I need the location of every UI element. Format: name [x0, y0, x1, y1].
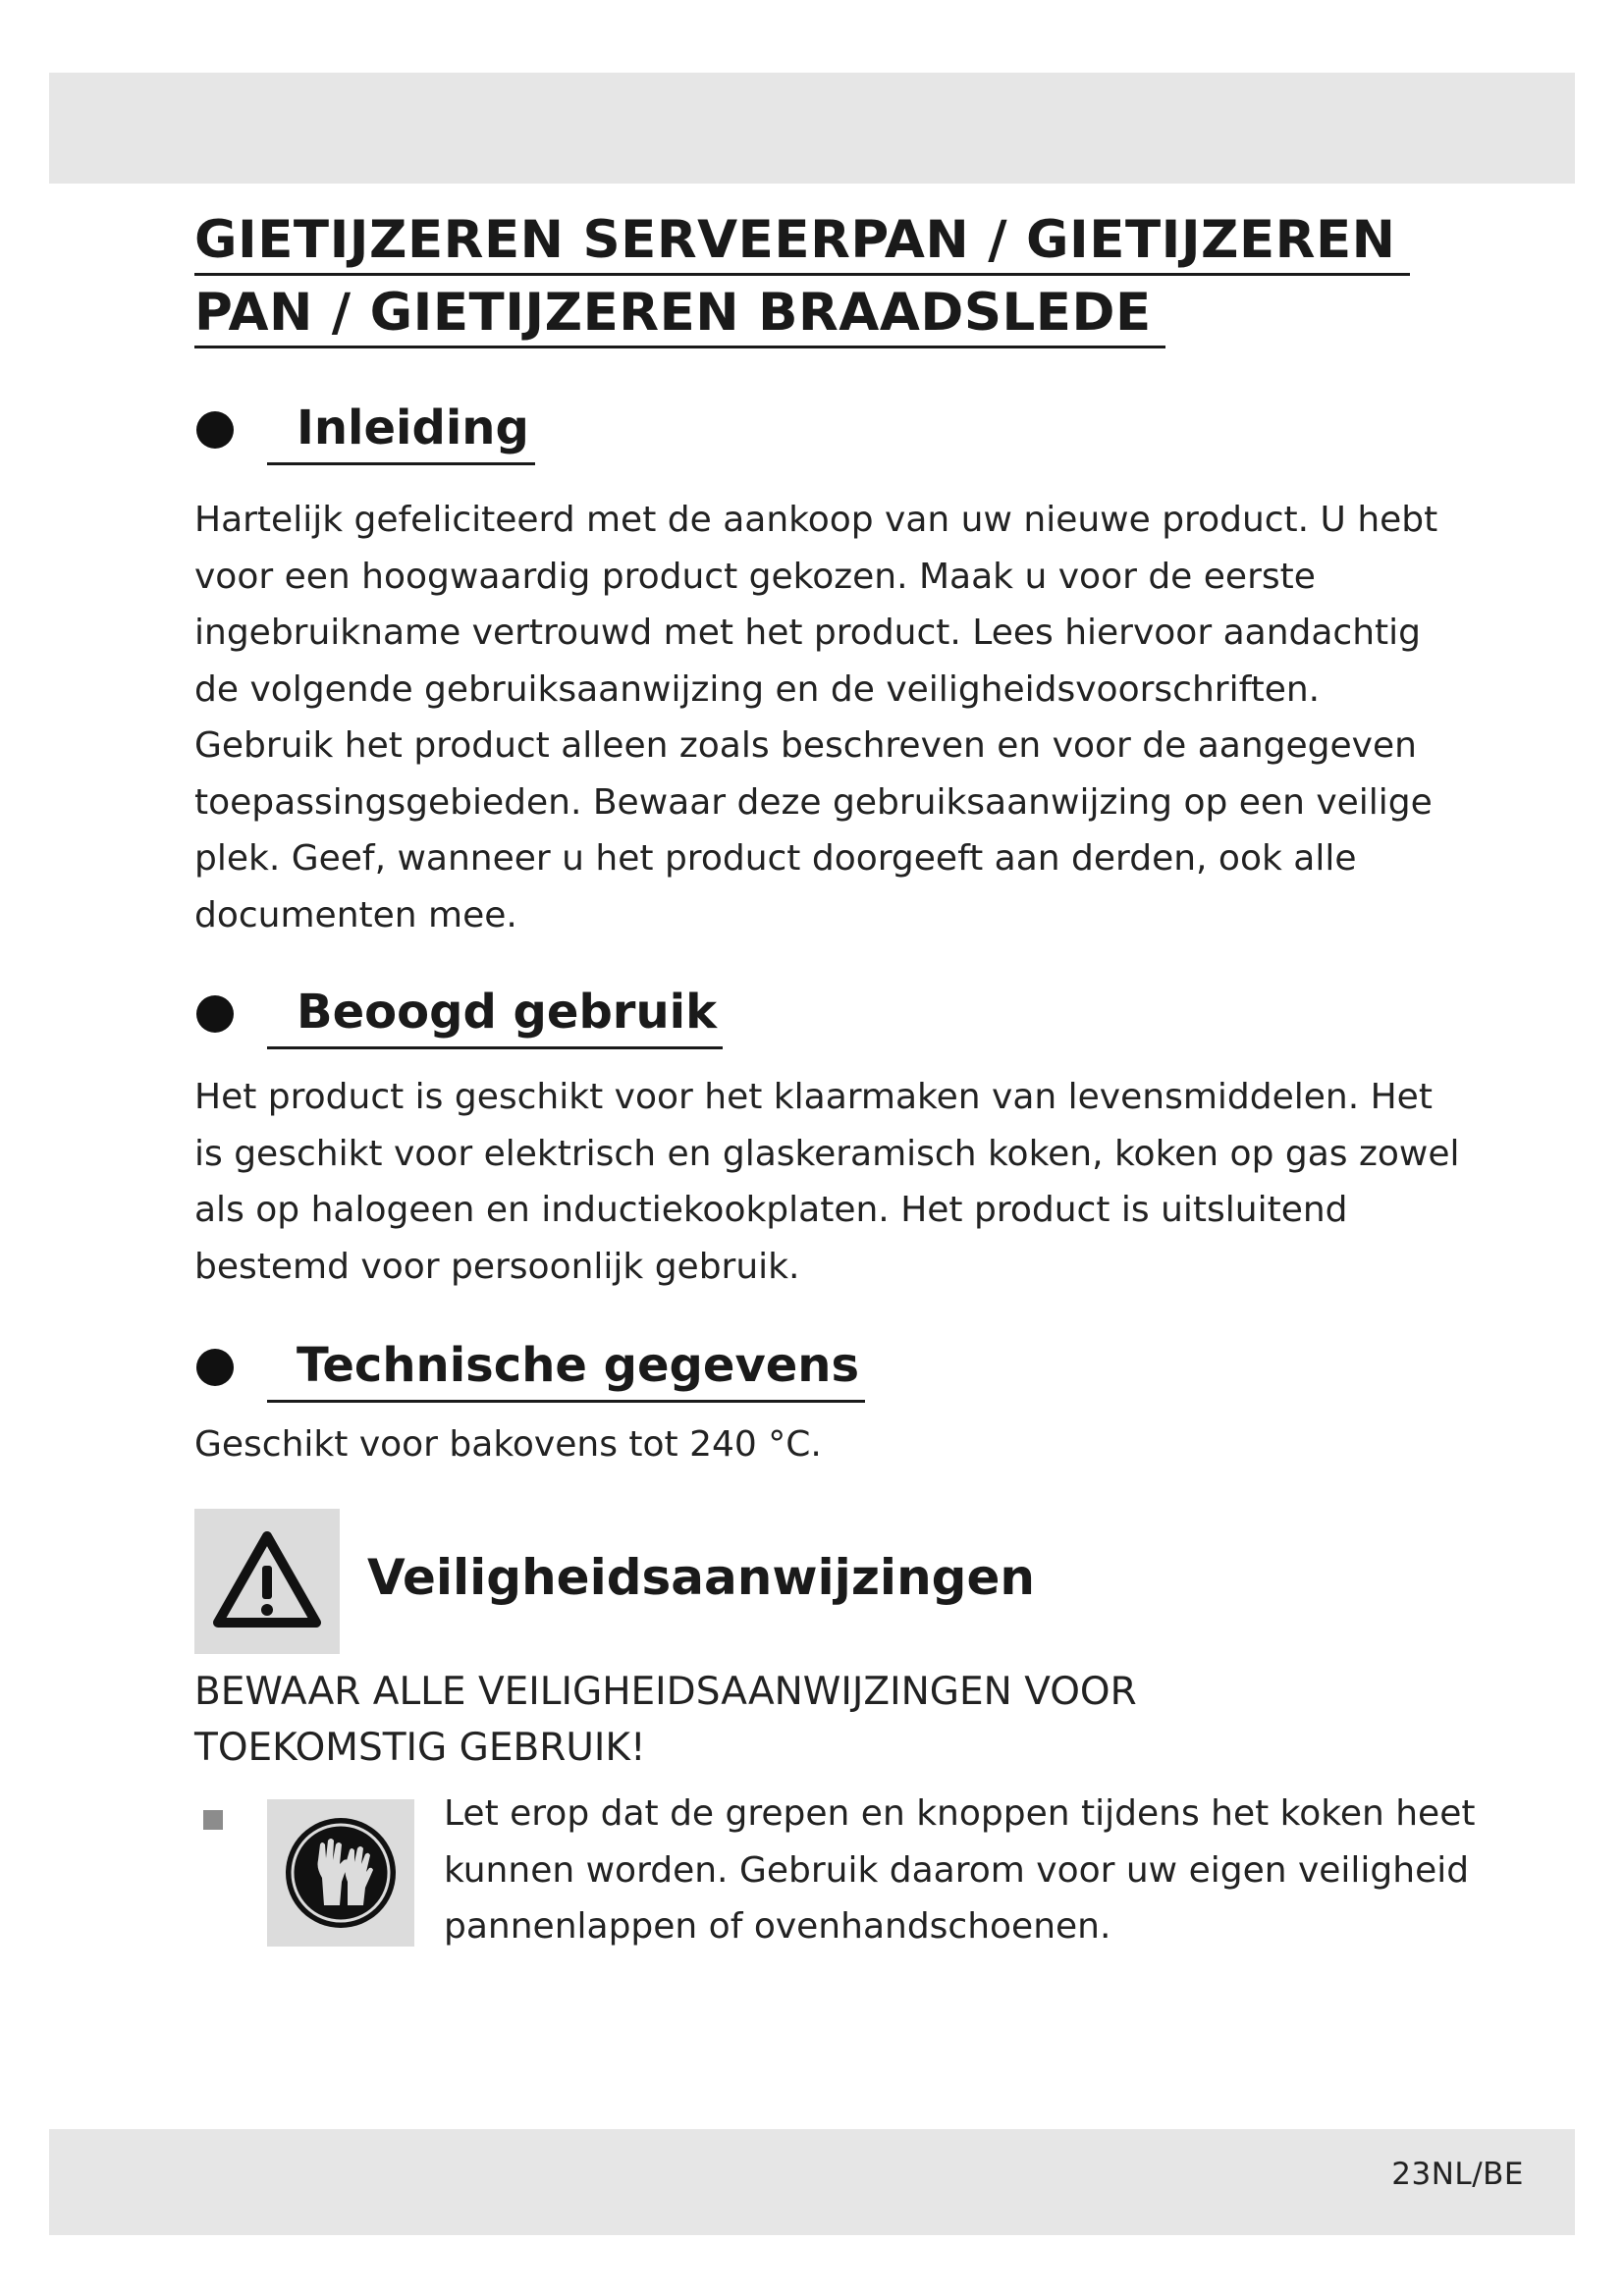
bullet-dot-icon — [196, 995, 234, 1033]
section-heading-intended-use — [194, 982, 1373, 1050]
heading-safety: Veiligheidsaanwijzingen — [367, 1549, 1035, 1606]
caps-line-2: TOEKOMSTIG GEBRUIK! — [194, 1726, 646, 1770]
intended-use-paragraph: Het product is geschikt voor het klaarmaken van levensmiddelen. Het is geschikt voor elektrisch en glaskeramisch koken, koken op gas zowel als op halogeen en inductiekookplaten. Het product is uitsluitend bestemd voor persoonlijk gebruik. — [194, 1077, 1460, 1287]
heading-intro: Inleiding — [267, 398, 535, 465]
header-band — [49, 73, 1575, 184]
footer-band — [49, 2129, 1575, 2235]
safety-keep-instructions — [194, 1664, 1471, 1776]
warning-triangle-icon — [194, 1509, 340, 1654]
title-line-1: GIETIJZEREN SERVEERPAN / GIETIJZEREN — [194, 208, 1410, 276]
caps-line-1: BEWAAR ALLE VEILIGHEIDSAANWIJZINGEN VOOR — [194, 1670, 1137, 1714]
oven-gloves-icon — [267, 1799, 414, 1947]
heading-intended-use: Beoogd gebruik — [267, 982, 723, 1049]
intro-paragraph: Hartelijk gefeliciteerd met de aankoop van uw nieuwe product. U hebt voor een hoogwaardig product gekozen. Maak u voor de eerste ingebruikname vertrouwd met het product. Lees hiervoor aandachtig de volgende gebruiksaanwijzing en de veiligheidsvoorschriften. Gebruik het product alleen zoals beschreven en voor de aangegeven toepassingsgebieden. Bewaar deze gebruiksaanwijzing op een veilige plek. Geef, wanneer u het product doorgeeft aan derden, ook alle documenten mee. — [194, 500, 1438, 935]
document-title — [194, 204, 1451, 349]
page-number: 23NL/BE — [1391, 2157, 1524, 2192]
safety-item-gloves: Let erop dat de grepen en knoppen tijdens het koken heet kunnen worden. Gebruik daarom voor uw eigen veiligheid pannenlappen of ovenhandschoenen. — [444, 1793, 1476, 1947]
title-line-2: PAN / GIETIJZEREN BRAADSLEDE — [194, 281, 1165, 348]
bullet-dot-icon — [196, 1349, 234, 1386]
section-heading-technical — [194, 1335, 1373, 1404]
bullet-dot-icon — [196, 411, 234, 449]
heading-technical: Technische gegevens — [267, 1335, 865, 1403]
square-bullet-icon — [203, 1810, 223, 1830]
technical-paragraph: Geschikt voor bakovens tot 240 °C. — [194, 1424, 822, 1465]
section-heading-intro — [194, 398, 1373, 466]
